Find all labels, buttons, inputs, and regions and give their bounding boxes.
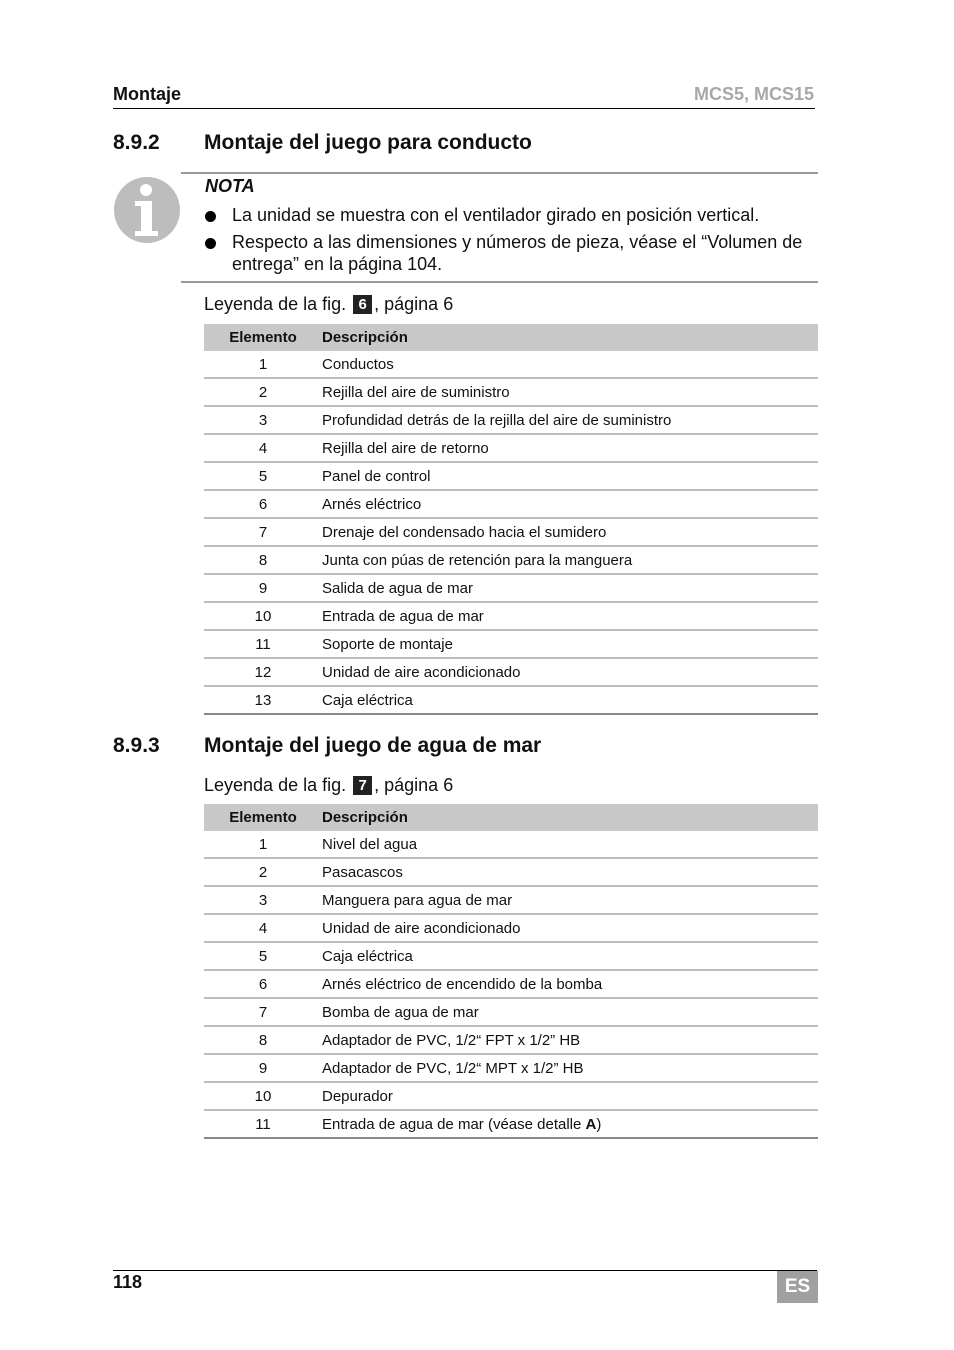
table-row: 2 Rejilla del aire de suministro	[204, 378, 818, 406]
table-row: 3 Profundidad detrás de la rejilla del aire de suministro	[204, 406, 818, 434]
bullet-icon	[205, 211, 216, 222]
section-title: Montaje del juego de agua de mar	[204, 734, 542, 757]
table-row: 11 Soporte de montaje	[204, 630, 818, 658]
column-header-descripcion: Descripción	[322, 324, 818, 351]
table-row: 10 Depurador	[204, 1082, 818, 1110]
table-row: 10 Entrada de agua de mar	[204, 602, 818, 630]
table-row: 7 Bomba de agua de mar	[204, 998, 818, 1026]
note-bottom-rule	[181, 281, 818, 283]
table-row: 1 Conductos	[204, 351, 818, 378]
table-row: 9 Salida de agua de mar	[204, 574, 818, 602]
table-row: 4 Unidad de aire acondicionado	[204, 914, 818, 942]
table-row: 7 Drenaje del condensado hacia el sumidero	[204, 518, 818, 546]
table-row: 12 Unidad de aire acondicionado	[204, 658, 818, 686]
table-row: 5 Panel de control	[204, 462, 818, 490]
legend-table	[204, 804, 818, 1139]
table-row: 5 Caja eléctrica	[204, 942, 818, 970]
section-number: 8.9.3	[113, 734, 160, 757]
table-row: 6 Arnés eléctrico	[204, 490, 818, 518]
header-section-title: Montaje	[113, 84, 182, 104]
bullet-icon	[205, 238, 216, 249]
figure-number-badge: 7	[353, 776, 372, 795]
language-badge: ES	[777, 1271, 818, 1303]
column-header-elemento: Elemento	[204, 804, 322, 831]
header-model-name: MCS5, MCS15	[693, 84, 814, 104]
table-row: 8 Adaptador de PVC, 1/2“ FPT x 1/2” HB	[204, 1026, 818, 1054]
info-icon	[113, 176, 181, 244]
section-number: 8.9.2	[113, 131, 160, 154]
note-label: NOTA	[205, 176, 255, 196]
table-row: 6 Arnés eléctrico de encendido de la bomba	[204, 970, 818, 998]
table-row: 3 Manguera para agua de mar	[204, 886, 818, 914]
table-header-row	[204, 324, 818, 351]
header-divider	[113, 108, 815, 109]
page-number: 118	[113, 1272, 143, 1292]
table-row: 2 Pasacascos	[204, 858, 818, 886]
figure-number-badge: 6	[353, 295, 372, 314]
section-title: Montaje del juego para conducto	[204, 131, 532, 154]
note-top-rule	[181, 172, 818, 174]
column-header-descripcion: Descripción	[322, 804, 818, 831]
legend-caption: Leyenda de la fig. 7 , página 6	[204, 775, 454, 795]
table-row: 4 Rejilla del aire de retorno	[204, 434, 818, 462]
table-row: 11 Entrada de agua de mar (véase detalle A)	[204, 1110, 818, 1138]
table-header-row	[204, 804, 818, 831]
column-header-elemento: Elemento	[204, 324, 322, 351]
table-row: 13 Caja eléctrica	[204, 686, 818, 714]
table-row: 8 Junta con púas de retención para la manguera	[204, 546, 818, 574]
legend-table	[204, 324, 818, 715]
table-row: 9 Adaptador de PVC, 1/2“ MPT x 1/2” HB	[204, 1054, 818, 1082]
legend-caption: Leyenda de la fig. 6 , página 6	[204, 294, 454, 314]
table-row: 1 Nivel del agua	[204, 831, 818, 858]
footer-divider	[113, 1270, 817, 1271]
